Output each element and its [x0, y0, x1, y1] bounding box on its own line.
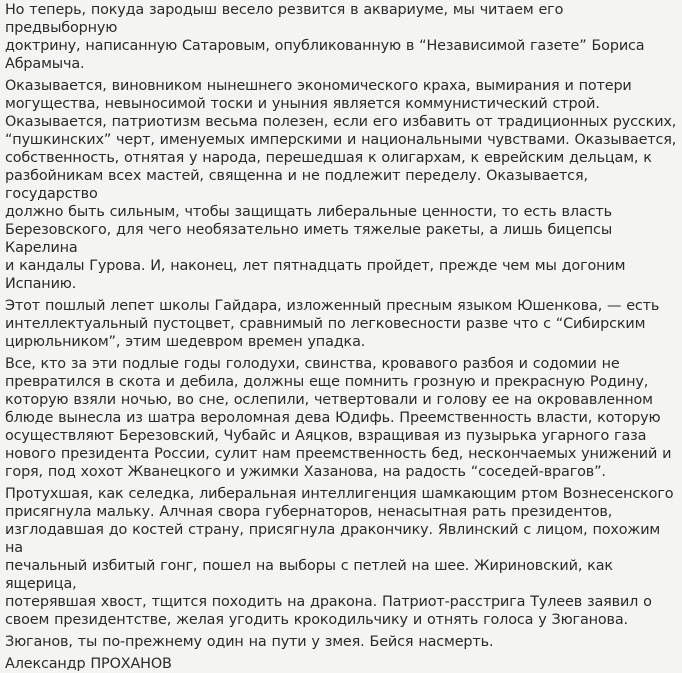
- author-signature: Александр ПРОХАНОВ: [5, 656, 172, 672]
- paragraph-zyuganov: Зюганов, ты по-прежнему один на пути у змея. Бейся насмерть.: [5, 634, 494, 650]
- paragraph-gaidar-school: Этот пошлый лепет школы Гайдара, изложенный пресным языком Юшенкова, — есть интеллектуальный пустоцвет, сравнимый по легковесности разве что с “Сибирским цирюльником”, этим шедевром времен упадка.: [5, 298, 660, 350]
- paragraph-it-turns-out: Оказывается, виновником нынешнего экономического краха, вымирания и потери могущества, невыносимой тоски и уныния является коммунистический строй. Оказывается, патриотизм весьма полезен, если его избавить от традиционных русских, “пушкинских” черт, именуемых имперскими и национальными чувствами. Оказывается, собственность, отнятая у народа, перешедшая к олигархам, к еврейским дельцам, к разбойникам всех мастей, священна и не подлежит переделу. Оказывается, государство должно быть сильным, чтобы защищать либеральные ценности, то есть власть Березовского, для чего необязательно иметь тяжелые ракеты, а лишь бицепсы Карелина и кандалы Гурова. И, наконец, лет пятнадцать пройдет, прежде чем мы догоним Испанию.: [5, 78, 677, 292]
- paragraph-homeland: Все, кто за эти подлые годы голодухи, свинства, кровавого разбоя и содомии не превратился в скота и дебила, должны еще помнить грозную и прекрасную Родину, которую взяли ночью, во сне, ослепили, четвертовали и голову ее на окровавленном блюде вынесла из шатра вероломная дева Юдифь. Преемственность власти, которую осуществляют Березовский, Чубайс и Аяцков, взращивая из пузырька угарного газа нового президента России, сулит нам преемственность бед, нескончаемых унижений и горя, под хохот Жванецкого и ужимки Хазанова, на радость “соседей-врагов”.: [5, 356, 672, 480]
- paragraph-intelligentsia: Протухшая, как селедка, либеральная интеллигенция шамкающим ртом Вознесенского присягнула мальку. Алчная свора губернаторов, ненасытная рать президентов, изглодавшая до костей страну, присягнула дракончику. Явлинский с лицом, похожим на печальный избитый гонг, пошел на выборы с петлей на шее. Жириновский, как ящерица, потерявшая хвост, тщится походить на дракона. Патриот-расстрига Тулеев заявил о своем президентстве, желая угодить крокодильчику и отнять голоса у Зюганова.: [5, 486, 674, 628]
- paragraph-intro: Но теперь, покуда зародыш весело резвится в аквариуме, мы читаем его предвыборную доктрину, написанную Сатаровым, опубликованную в “Независимой газете” Бориса Абрамыча.: [5, 2, 645, 72]
